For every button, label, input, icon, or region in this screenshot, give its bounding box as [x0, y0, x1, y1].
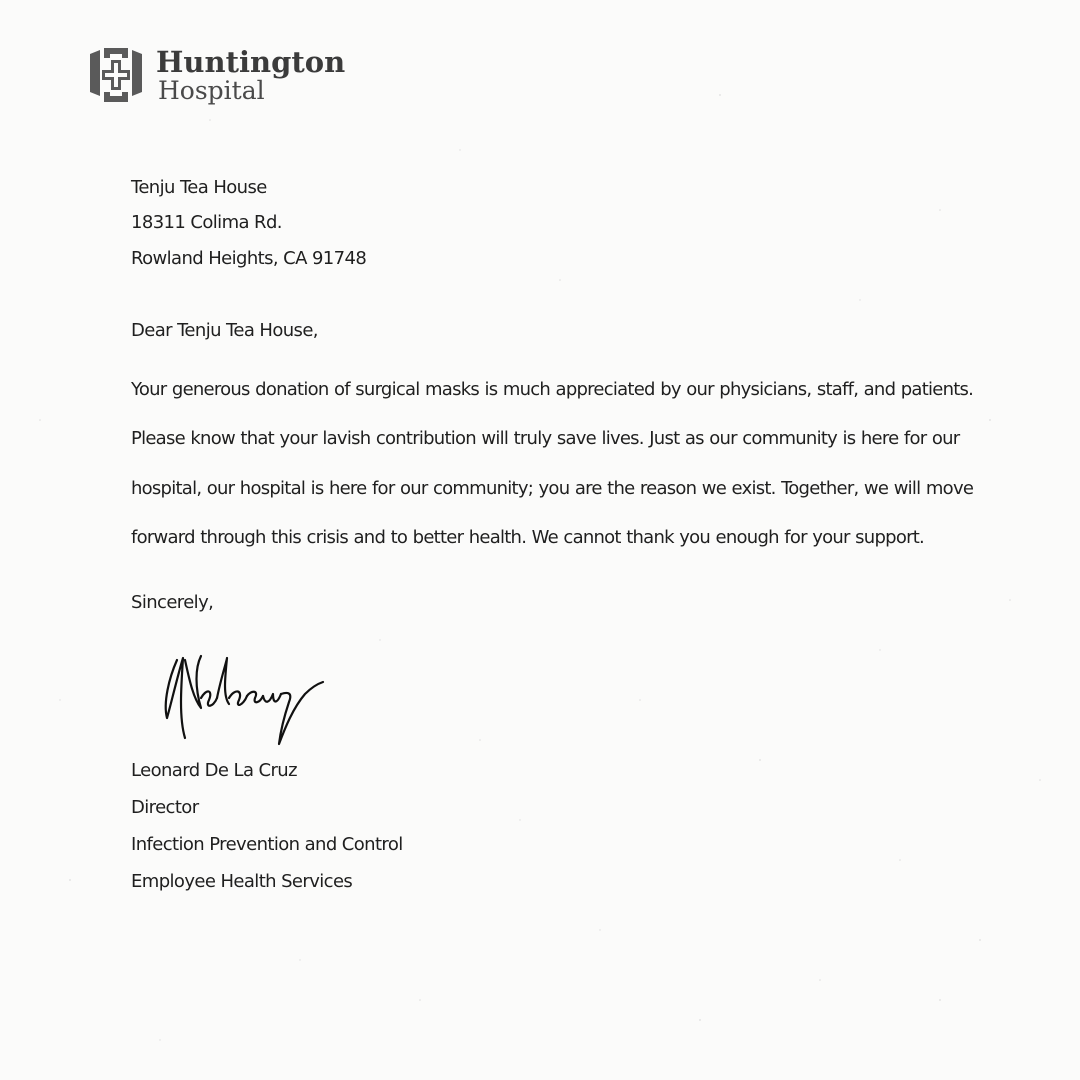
recipient-city: Rowland Heights, CA 91748	[131, 248, 367, 269]
body-line: Please know that your lavish contribution will truly save lives. Just as our community is here for our	[131, 428, 960, 449]
recipient-name: Tenju Tea House	[131, 177, 267, 198]
recipient-street: 18311 Colima Rd.	[131, 212, 282, 233]
body-line: forward through this crisis and to better health. We cannot thank you enough for your support.	[131, 527, 925, 548]
huntington-cross-logo-icon	[84, 44, 148, 106]
logo-name: Huntington	[156, 44, 346, 79]
sender-name: Leonard De La Cruz	[131, 760, 297, 781]
logo-subtitle: Hospital	[158, 75, 265, 105]
hospital-logo	[84, 44, 345, 106]
logo-wordmark	[156, 44, 346, 105]
handwritten-signature	[155, 648, 330, 753]
body-line: hospital, our hospital is here for our community; you are the reason we exist. Together, we will move	[131, 478, 974, 499]
sender-department: Infection Prevention and Control	[131, 834, 403, 855]
closing: Sincerely,	[131, 592, 214, 613]
body-line: Your generous donation of surgical masks is much appreciated by our physicians, staff, and patients.	[131, 379, 974, 400]
salutation: Dear Tenju Tea House,	[131, 320, 318, 341]
sender-division: Employee Health Services	[131, 871, 353, 892]
sender-title: Director	[131, 797, 199, 818]
